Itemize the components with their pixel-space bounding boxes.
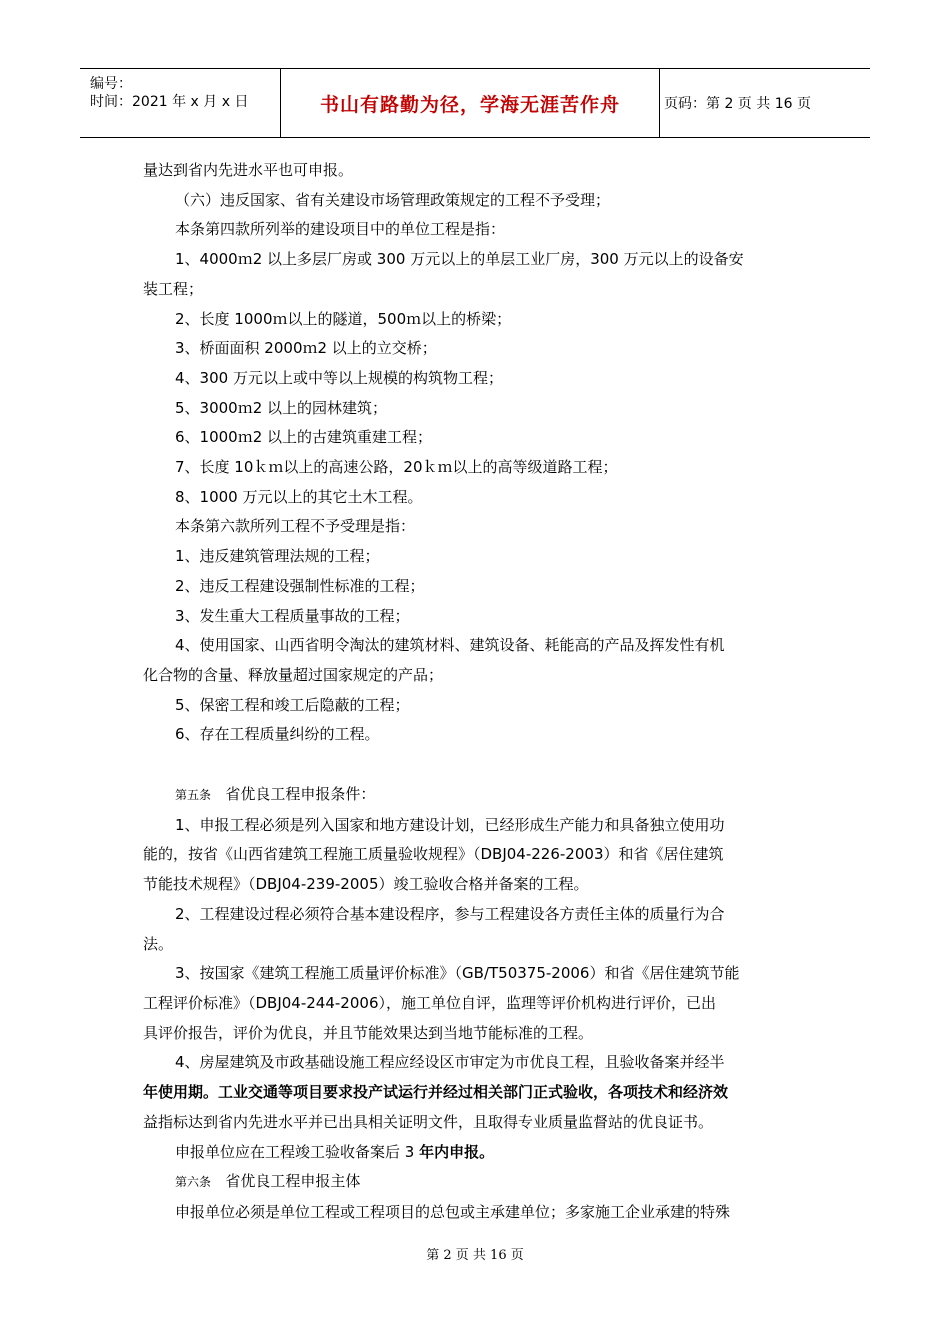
- body-line: 法。: [143, 934, 174, 953]
- deadline-text: 申报单位应在工程竣工验收备案后 3: [175, 1142, 420, 1161]
- section-gap: [143, 750, 823, 780]
- document-number-label: 编号：: [90, 76, 132, 92]
- body-line: 1、4000ｍ2 以上多层厂房或 300 万元以上的单层工业厂房，300 万元以上的设备安: [175, 250, 744, 269]
- header-motto: 书山有路勤为径，学海无涯苦作舟: [319, 93, 620, 116]
- body-line: 2、工程建设过程必须符合基本建设程序，参与工程建设各方责任主体的质量行为合: [175, 904, 725, 923]
- body-line: 1、违反建筑管理法规的工程；: [175, 547, 380, 566]
- body-line: 5、保密工程和竣工后隐蔽的工程；: [175, 695, 410, 714]
- body-line: 4、使用国家、山西省明令淘汰的建筑材料、建筑设备、耗能高的产品及挥发性有机: [175, 636, 725, 655]
- body-line: 3、按国家《建筑工程施工质量评价标准》（GB/T50375-2006）和省《居住建筑节能: [175, 964, 740, 983]
- article-5-heading: [143, 780, 823, 811]
- article-6-label: 第六条: [175, 1175, 212, 1190]
- body-line: 4、300 万元以上或中等以上规模的构筑物工程；: [175, 368, 503, 387]
- header-page-info: 页码：第 2 页 共 16 页: [664, 96, 811, 112]
- body-line: 3、发生重大工程质量事故的工程；: [175, 606, 410, 625]
- body-line: 化合物的含量、释放量超过国家规定的产品；: [143, 665, 444, 684]
- body-line: 2、长度 1000ｍ以上的隧道，500ｍ以上的桥梁；: [175, 309, 512, 328]
- body-line: 量达到省内先进水平也可申报。: [143, 161, 354, 179]
- article-6-title: 省优良工程申报主体: [225, 1172, 361, 1191]
- body-line-bold: 年使用期。工业交通等项目要求投产试运行并经过相关部门正式验收，各项技术和经济效: [143, 1083, 729, 1102]
- body-line: 2、违反工程建设强制性标准的工程；: [175, 576, 425, 595]
- body-line: 4、房屋建筑及市政基础设施工程应经设区市审定为市优良工程，且验收备案并经半: [175, 1053, 725, 1072]
- article-5-title: 省优良工程申报条件：: [225, 785, 376, 804]
- body-line: 1、申报工程必须是列入国家和地方建设计划，已经形成生产能力和具备独立使用功: [175, 815, 725, 834]
- body-line: 具评价报告，评价为优良，并且节能效果达到当地节能标准的工程。: [143, 1023, 594, 1042]
- body-line: 申报单位必须是单位工程或工程项目的总包或主承建单位；多家施工企业承建的特殊: [175, 1202, 731, 1221]
- body-line: 3、桥面面积 2000ｍ2 以上的立交桥；: [175, 339, 437, 358]
- submission-deadline-line: [143, 1138, 823, 1168]
- header-meta: [80, 69, 280, 137]
- article-5-label: 第五条: [175, 788, 212, 803]
- deadline-text-bold: 年内申报。: [419, 1142, 495, 1161]
- document-body: [143, 156, 823, 1228]
- body-line: 6、存在工程质量纠纷的工程。: [175, 725, 380, 744]
- body-line: 能的，按省《山西省建筑工程施工质量验收规程》（DBJ04-226-2003）和省《居住建筑: [143, 845, 724, 864]
- body-line: 工程评价标准》（DBJ04-244-2006），施工单位自评，监理等评价机构进行评价，已出: [143, 993, 716, 1012]
- header-motto-cell: [280, 69, 660, 137]
- page-footer: 第 2 页 共 16 页: [426, 1248, 524, 1263]
- body-line: 益指标达到省内先进水平并已出具相关证明文件，且取得专业质量监督站的优良证书。: [143, 1112, 714, 1131]
- body-line: 装工程；: [143, 279, 204, 298]
- body-line: 7、长度 10ｋｍ以上的高速公路，20ｋｍ以上的高等级道路工程；: [175, 458, 618, 477]
- body-line: 5、3000ｍ2 以上的园林建筑；: [175, 398, 388, 417]
- body-line: 本条第六款所列工程不予受理是指：: [175, 517, 416, 536]
- body-line: 本条第四款所列举的建设项目中的单位工程是指：: [175, 220, 506, 239]
- body-line: 8、1000 万元以上的其它土木工程。: [175, 487, 423, 506]
- document-date-label: 时间：2021 年 x 月 x 日: [90, 94, 249, 110]
- body-line: （六）违反国家、省有关建设市场管理政策规定的工程不予受理；: [175, 190, 611, 209]
- page-header: [80, 68, 870, 138]
- body-line: 6、1000ｍ2 以上的古建筑重建工程；: [175, 428, 433, 447]
- article-6-heading: [143, 1167, 823, 1198]
- header-page-cell: [660, 69, 874, 137]
- body-line: 节能技术规程》（DBJ04-239-2005）竣工验收合格并备案的工程。: [143, 875, 589, 894]
